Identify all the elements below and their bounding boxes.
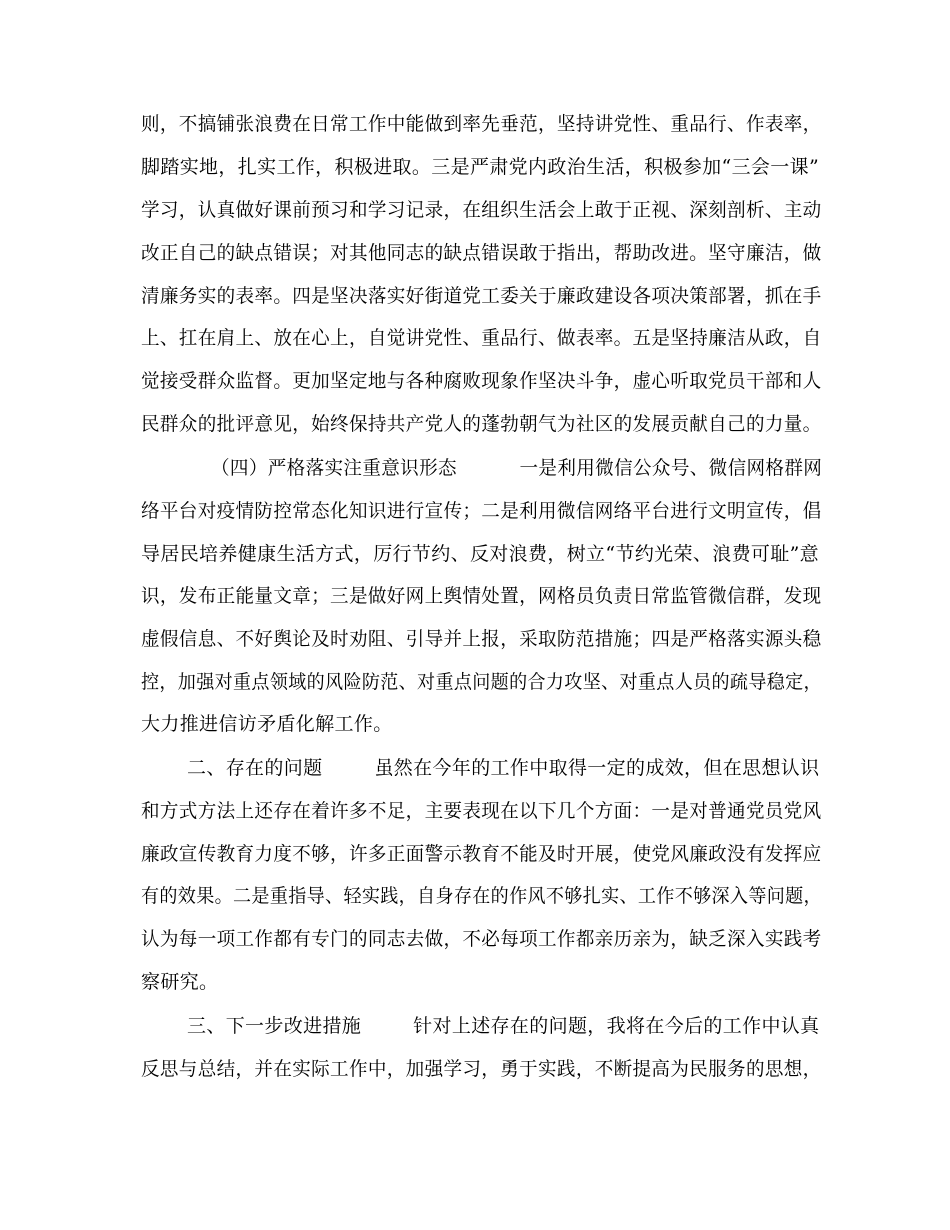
para1-line-7: 觉接受群众监督。更加坚定地与各种腐败现象作坚决斗争，虚心听取党员干部和人 [141, 370, 822, 392]
measures-line-2: 反思与总结，并在实际工作中，加强学习，勇于实践，不断提高为民服务的思想， [141, 1058, 822, 1080]
section4-line-5: 虚假信息、不好舆论及时劝阻、引导并上报，采取防范措施；四是严格落实源头稳 [141, 628, 822, 650]
para1-line-5: 清廉务实的表率。四是坚决落实好街道党工委关于廉政建设各项决策部署，抓在手 [141, 285, 822, 307]
problems-line-2: 和方式方法上还存在着许多不足，主要表现在以下几个方面：一是对普通党员党风 [141, 800, 822, 822]
section4-heading: （四）严格落实注重意识形态 [211, 457, 457, 479]
section4-line-6: 控，加强对重点领域的风险防范、对重点问题的合力攻坚、对重点人员的疏导稳定， [141, 671, 822, 693]
problems-first-text: 虽然在今年的工作中取得一定的成效，但在思想认识 [374, 757, 820, 779]
problems-line-6: 察研究。 [141, 971, 219, 993]
para1-line-4: 改正自己的缺点错误；对其他同志的缺点错误敢于指出，帮助改进。坚守廉洁，做 [141, 242, 822, 264]
problems-heading: 二、存在的问题 [187, 757, 323, 779]
section4-line-2: 络平台对疫情防控常态化知识进行宣传；二是利用微信网络平台进行文明宣传，倡 [141, 500, 822, 522]
para1-line-2: 脚踏实地，扎实工作，积极进取。三是严肃党内政治生活，积极参加“三会一课” [141, 156, 820, 178]
para1-line-1: 则，不搞铺张浪费在日常工作中能做到率先垂范，坚持讲党性、重品行、作表率， [141, 113, 822, 135]
para1-line-3: 学习，认真做好课前预习和学习记录，在组织生活会上敢于正视、深刻剖析、主动 [141, 199, 822, 221]
problems-line-3: 廉政宣传教育力度不够，许多正面警示教育不能及时开展，使党风廉政没有发挥应 [141, 843, 822, 865]
measures-first-line [187, 1014, 820, 1038]
problems-line-5: 认为每一项工作都有专门的同志去做，不必每项工作都亲历亲为，缺乏深入实践考 [141, 928, 822, 950]
section4-line-4: 识，发布正能量文章；三是做好网上舆情处置，网格员负责日常监管微信群，发现 [141, 585, 822, 607]
problems-first-line [187, 756, 820, 780]
problems-line-4: 有的效果。二是重指导、轻实践，自身存在的作风不够扎实、工作不够深入等问题， [141, 885, 822, 907]
para1-line-8: 民群众的批评意见，始终保持共产党人的蓬勃朝气为社区的发展贡献自己的力量。 [141, 413, 822, 435]
section4-line-7: 大力推进信访矛盾化解工作。 [141, 713, 393, 735]
section4-first-line [211, 456, 822, 480]
measures-heading: 三、下一步改进措施 [187, 1015, 362, 1037]
section4-first-text: 一是利用微信公众号、微信网格群网 [519, 457, 823, 479]
measures-first-text: 针对上述存在的问题，我将在今后的工作中认真 [413, 1015, 820, 1037]
section4-line-3: 导居民培养健康生活方式，厉行节约、反对浪费，树立“节约光荣、浪费可耻”意 [141, 543, 820, 565]
para1-line-6: 上、扛在肩上、放在心上，自觉讲党性、重品行、做表率。五是坚持廉洁从政，自 [141, 327, 822, 349]
